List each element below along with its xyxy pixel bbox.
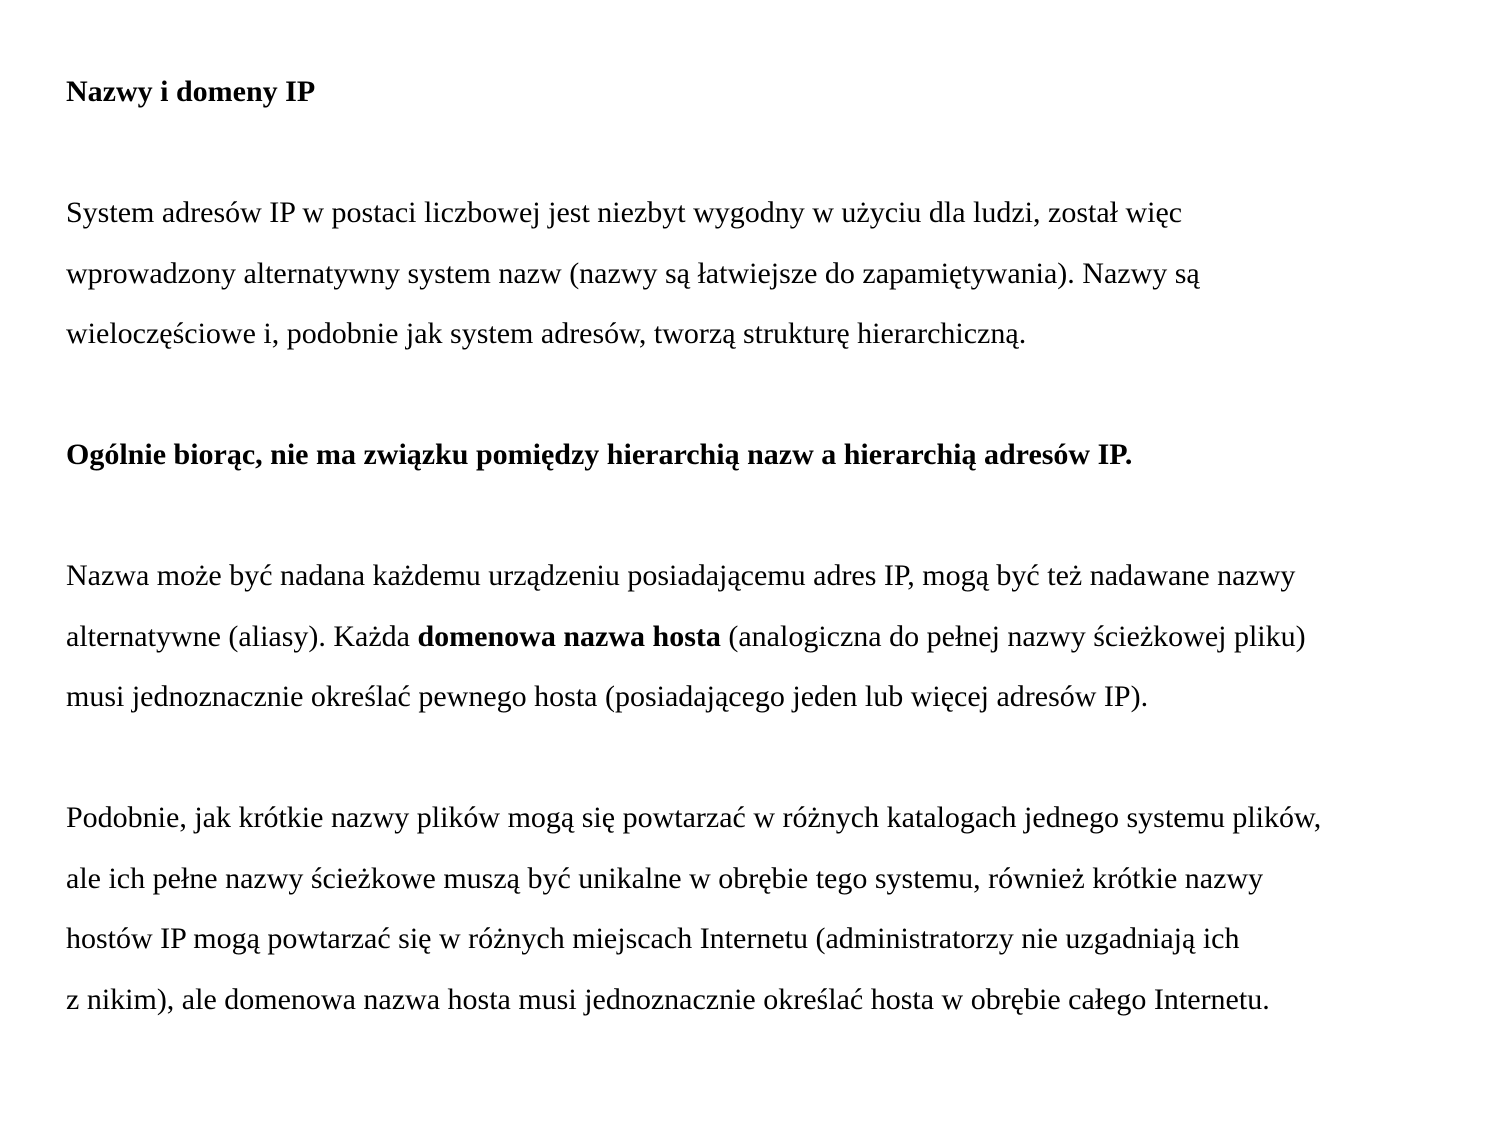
document-title: Nazwy i domeny IP bbox=[66, 75, 316, 108]
bold-term-domain-host-name: domenowa nazwa hosta bbox=[417, 619, 721, 653]
paragraph-line: hostów IP mogą powtarzać się w różnych miejscach Internetu (administratorzy nie uzgadniają ich bbox=[66, 922, 1240, 955]
spacer bbox=[66, 123, 1476, 184]
paragraph-line: wieloczęściowe i, podobnie jak system adresów, tworzą strukturę hierarchiczną. bbox=[66, 317, 1027, 350]
text-fragment: (analogiczna do pełnej nazwy ścieżkowej pliku) bbox=[720, 619, 1306, 653]
spacer bbox=[66, 728, 1476, 789]
paragraph-file-analogy bbox=[66, 788, 1476, 1030]
paragraph-line: musi jednoznacznie określać pewnego hosta (posiadającego jeden lub więcej adresów IP). bbox=[66, 680, 1149, 713]
spacer bbox=[66, 365, 1476, 426]
document-page bbox=[66, 62, 1476, 1030]
spacer bbox=[66, 486, 1476, 547]
paragraph-line: z nikim), ale domenowa nazwa hosta musi jednoznacznie określać hosta w obrębie całego Internetu. bbox=[66, 982, 1270, 1016]
paragraph-ip-names-intro bbox=[66, 183, 1476, 365]
paragraph-line: ale ich pełne nazwy ścieżkowe muszą być unikalne w obrębie tego systemu, również krótkie nazwy bbox=[66, 861, 1264, 895]
paragraph-host-names bbox=[66, 546, 1476, 728]
paragraph-line bbox=[66, 607, 1476, 668]
paragraph-line: System adresów IP w postaci liczbowej jest niezbyt wygodny w użyciu dla ludzi, został więc bbox=[66, 196, 1183, 229]
paragraph-line: wprowadzony alternatywny system nazw (nazwy są łatwiejsze do zapamiętywania). Nazwy są bbox=[66, 256, 1200, 290]
paragraph-line: Podobnie, jak krótkie nazwy plików mogą się powtarzać w różnych katalogach jednego systemu plików, bbox=[66, 801, 1322, 834]
text-fragment: alternatywne (aliasy). Każda bbox=[66, 619, 418, 653]
paragraph-line: Nazwa może być nadana każdemu urządzeniu posiadającemu adres IP, mogą być też nadawane nazwy bbox=[66, 559, 1296, 592]
emphasis-statement: Ogólnie biorąc, nie ma związku pomiędzy hierarchią nazw a hierarchią adresów IP. bbox=[66, 438, 1133, 471]
